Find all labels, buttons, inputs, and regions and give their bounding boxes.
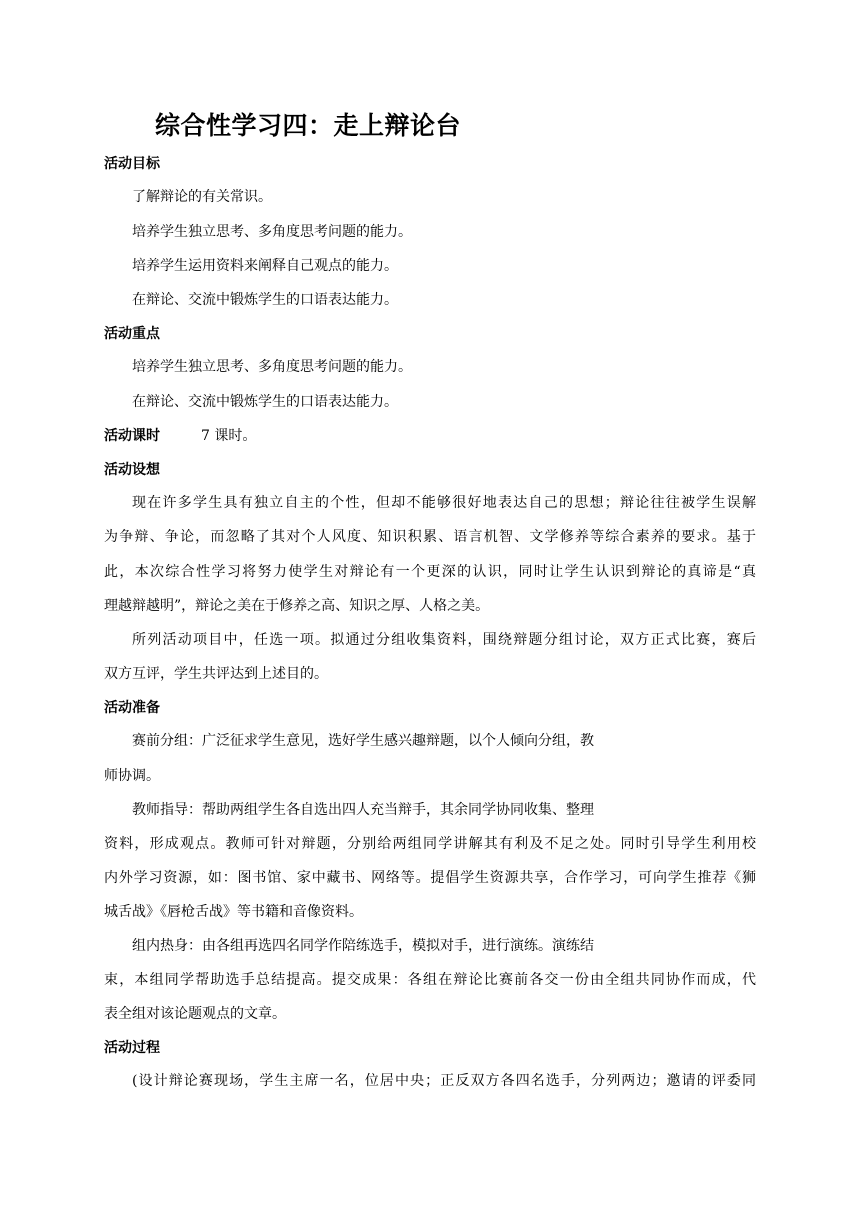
preparation-line: 师协调。 xyxy=(104,768,160,784)
preparation-line: 内外学习资源，如：图书馆、家中藏书、网络等。提倡学生资源共享，合作学习，可向学生推荐《狮 xyxy=(104,870,756,886)
focus-item: 培养学生独立思考、多角度思考问题的能力。 xyxy=(132,359,412,375)
preparation-line: 组内热身：由各组再选四名同学作陪练选手，模拟对手，进行演练。演练结 xyxy=(132,938,594,954)
preparation-line: 资料，形成观点。教师可针对辩题，分别给两组同学讲解其有利及不足之处。同时引导学生利用校 xyxy=(104,836,756,852)
concept-line: 所列活动项目中，任选一项。拟通过分组收集资料，围绕辩题分组讨论，双方正式比赛，赛后 xyxy=(132,632,756,648)
concept-line: 双方互评，学生共评达到上述目的。 xyxy=(104,666,328,682)
concept-line: 现在许多学生具有独立自主的个性，但却不能够很好地表达自己的思想；辩论往往被学生误解 xyxy=(132,495,756,511)
section-heading-goals: 活动目标 xyxy=(104,156,160,172)
goal-item: 培养学生运用资料来阐释自己观点的能力。 xyxy=(132,258,398,274)
process-line: (设计辩论赛现场，学生主席一名，位居中央；正反双方各四名选手，分列两边；邀请的评委同 xyxy=(132,1073,756,1089)
section-heading-concept: 活动设想 xyxy=(104,462,160,478)
focus-item: 在辩论、交流中锻炼学生的口语表达能力。 xyxy=(132,394,398,410)
concept-line: 此，本次综合性学习将努力使学生对辩论有一个更深的认识，同时让学生认识到辩论的真谛是“真 xyxy=(104,564,756,580)
hours-value: 7 课时。 xyxy=(201,428,257,444)
section-heading-process: 活动过程 xyxy=(104,1040,160,1056)
preparation-line: 城舌战》《唇枪舌战》等书籍和音像资料。 xyxy=(104,904,363,920)
section-heading-hours: 活动课时 xyxy=(104,428,160,444)
preparation-line: 教师指导：帮助两组学生各自选出四人充当辩手，其余同学协同收集、整理 xyxy=(132,802,594,818)
section-heading-focus: 活动重点 xyxy=(104,326,160,342)
preparation-line: 束，本组同学帮助选手总结提高。提交成果：各组在辩论比赛前各交一份由全组共同协作而成，代 xyxy=(104,972,756,988)
goal-item: 在辩论、交流中锻炼学生的口语表达能力。 xyxy=(132,292,398,308)
preparation-line: 赛前分组：广泛征求学生意见，选好学生感兴趣辩题，以个人倾向分组，教 xyxy=(132,733,594,749)
goal-item: 了解辩论的有关常识。 xyxy=(132,189,272,205)
page-title: 综合性学习四：走上辩论台 xyxy=(155,111,462,140)
concept-line: 理越辩越明”，辩论之美在于修养之高、知识之厚、人格之美。 xyxy=(104,598,490,614)
goal-item: 培养学生独立思考、多角度思考问题的能力。 xyxy=(132,224,412,240)
preparation-line: 表全组对该论题观点的文章。 xyxy=(104,1006,286,1022)
section-heading-preparation: 活动准备 xyxy=(104,700,160,716)
concept-line: 为争辩、争论，而忽略了其对个人风度、知识积累、语言机智、文学修养等综合素养的要求。基于 xyxy=(104,529,756,545)
